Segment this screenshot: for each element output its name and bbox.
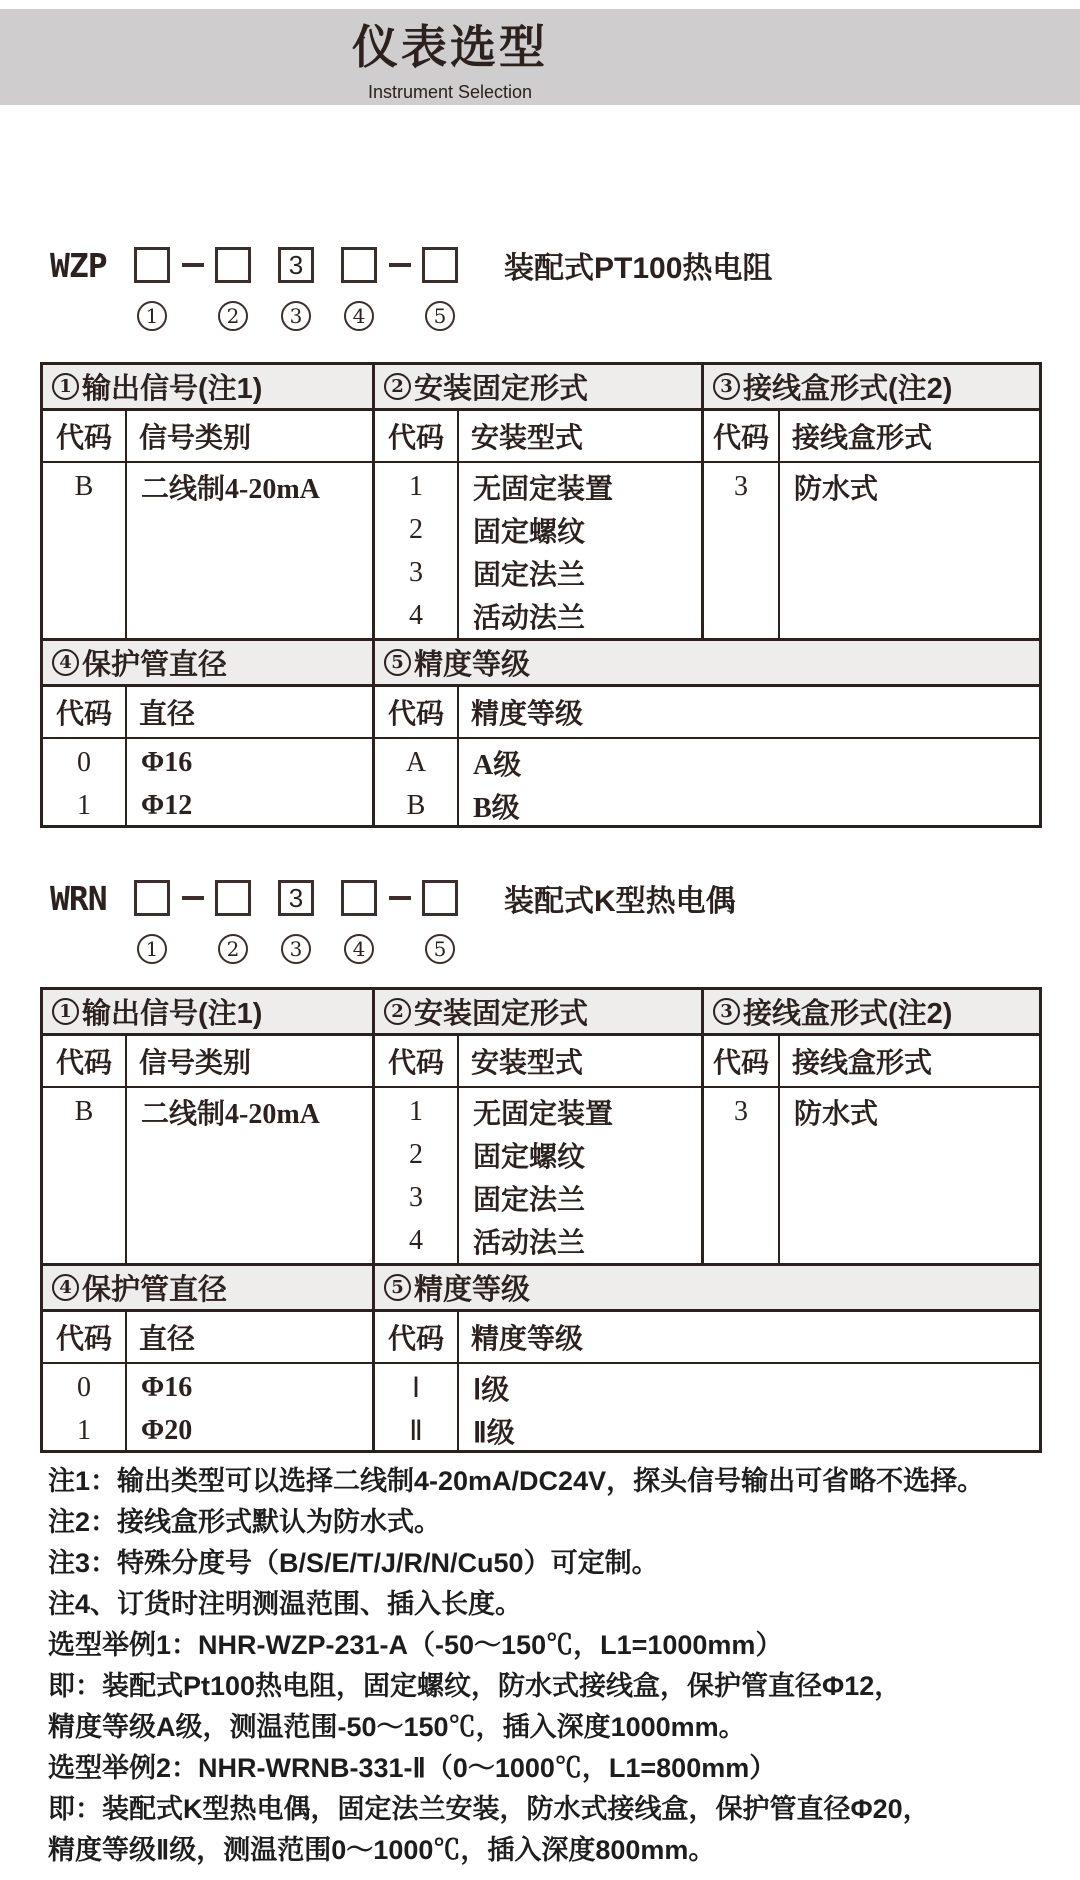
section-title: 输出信号(注1) xyxy=(82,998,263,1030)
section-title: 精度等级 xyxy=(414,1274,531,1306)
code-cell xyxy=(43,1364,127,1450)
section-title: 精度等级 xyxy=(414,649,531,681)
code-value: 1 xyxy=(77,789,91,821)
model-prefix: WZP xyxy=(50,245,107,285)
example-1-title: 选型举例1：NHR-WZP-231-A（-50～150℃，L1=1000mm） xyxy=(48,1630,783,1660)
code-column-header: 代码 xyxy=(375,1036,459,1088)
value-text: 无固定装置 xyxy=(473,1098,614,1130)
model-code-box-4 xyxy=(341,247,377,283)
value-cell xyxy=(459,463,704,641)
code-column-header: 代码 xyxy=(43,1312,127,1364)
code-column-header: 代码 xyxy=(375,687,459,739)
model-code-box-2 xyxy=(215,880,251,916)
section-title: 保护管直径 xyxy=(82,1274,228,1306)
circled-2-icon: 2 xyxy=(384,373,411,400)
code-cell xyxy=(704,463,780,641)
value-cell xyxy=(127,739,375,825)
note-4: 注4、订货时注明测温范围、插入长度。 xyxy=(48,1589,523,1619)
section-header-junction-box xyxy=(704,990,1039,1036)
code-value: Ⅰ xyxy=(411,1372,421,1404)
diameter-column-header: 直径 xyxy=(127,1312,375,1364)
value-text: 无固定装置 xyxy=(473,473,614,505)
circled-3-icon: 3 xyxy=(713,998,740,1025)
code-value: 1 xyxy=(409,470,423,502)
code-value: 3 xyxy=(734,1095,748,1127)
model-code-box-3: 3 xyxy=(278,880,314,916)
example-1-detail-2: 精度等级A级，测温范围-50～150℃，插入深度1000mm。 xyxy=(48,1712,746,1742)
circled-4-icon: 4 xyxy=(52,1274,79,1301)
value-cell xyxy=(127,1364,375,1450)
code-value: B xyxy=(74,1095,94,1127)
section-header-mounting xyxy=(375,365,704,411)
circled-3-icon: 3 xyxy=(713,373,740,400)
code-column-header: 代码 xyxy=(43,687,127,739)
value-text: 二线制4-20mA xyxy=(141,1098,320,1130)
wrn-model-block xyxy=(50,876,1080,965)
model-description: 装配式PT100热电阻 xyxy=(504,252,773,285)
junction-box-column-header: 接线盒形式 xyxy=(780,411,1039,463)
value-text: 活动法兰 xyxy=(473,1227,586,1259)
code-column-header: 代码 xyxy=(375,411,459,463)
model-code-box-3: 3 xyxy=(278,247,314,283)
circled-5-icon: 5 xyxy=(384,1274,411,1301)
value-text: 活动法兰 xyxy=(473,602,586,634)
code-cell xyxy=(375,1364,459,1450)
section-header-output-signal xyxy=(43,990,375,1036)
dash-separator xyxy=(377,896,422,900)
mount-type-column-header: 安装型式 xyxy=(459,411,704,463)
value-text: Φ16 xyxy=(141,746,193,778)
value-text: B级 xyxy=(473,792,520,824)
code-value: A xyxy=(405,746,427,778)
code-cell xyxy=(375,739,459,825)
circled-number-icon: 1 xyxy=(137,934,167,964)
code-cell xyxy=(43,463,127,641)
value-text: 固定法兰 xyxy=(473,1184,586,1216)
circled-1-icon: 1 xyxy=(52,373,79,400)
value-text: 固定螺纹 xyxy=(473,516,586,548)
banner-inner xyxy=(0,11,900,103)
model-code-box-1 xyxy=(134,880,170,916)
section-title: 接线盒形式(注2) xyxy=(743,998,953,1030)
code-value: 0 xyxy=(77,1371,91,1403)
notes-section xyxy=(48,1461,1080,1871)
wzp-selection-table xyxy=(40,362,1042,828)
dash-separator xyxy=(170,263,215,267)
dash-separator xyxy=(377,263,422,267)
section-header-junction-box xyxy=(704,365,1039,411)
wzp-position-markers xyxy=(50,300,1080,332)
code-value: B xyxy=(406,789,426,821)
value-cell xyxy=(780,1088,1039,1266)
note-2: 注2：接线盒形式默认为防水式。 xyxy=(48,1507,442,1537)
circled-number-icon: 5 xyxy=(425,301,455,331)
code-value: 3 xyxy=(734,470,748,502)
code-value: B xyxy=(74,470,94,502)
value-cell xyxy=(780,463,1039,641)
value-text: A级 xyxy=(473,749,522,781)
circled-1-icon: 1 xyxy=(52,998,79,1025)
circled-2-icon: 2 xyxy=(384,998,411,1025)
circled-number-icon: 4 xyxy=(344,301,374,331)
section-header-mounting xyxy=(375,990,704,1036)
example-1-detail: 即：装配式Pt100热电阻，固定螺纹，防水式接线盒，保护管直径Φ12， xyxy=(48,1671,902,1701)
code-column-header: 代码 xyxy=(43,1036,127,1088)
value-text: 防水式 xyxy=(794,473,879,505)
value-cell xyxy=(459,739,1039,825)
code-column-header: 代码 xyxy=(375,1312,459,1364)
model-description: 装配式K型热电偶 xyxy=(504,885,736,918)
note-3: 注3：特殊分度号（B/S/E/T/J/R/N/Cu50）可定制。 xyxy=(48,1548,659,1578)
code-value: 3 xyxy=(409,1181,423,1213)
circled-number-icon: 3 xyxy=(281,301,311,331)
wrn-selection-table xyxy=(40,987,1042,1453)
code-cell xyxy=(375,1088,459,1266)
code-value: 4 xyxy=(409,1224,423,1256)
wrn-position-markers xyxy=(50,933,1080,965)
code-value: 3 xyxy=(409,556,423,588)
dash-separator xyxy=(170,896,215,900)
value-text: Φ16 xyxy=(141,1371,193,1403)
code-cell xyxy=(704,1088,780,1266)
circled-number-icon: 2 xyxy=(218,934,248,964)
model-code-box-4 xyxy=(341,880,377,916)
section-header-accuracy xyxy=(375,1266,1039,1312)
value-text: 固定螺纹 xyxy=(473,1141,586,1173)
code-value: 1 xyxy=(409,1095,423,1127)
code-value: 2 xyxy=(409,513,423,545)
accuracy-column-header: 精度等级 xyxy=(459,687,1039,739)
accuracy-column-header: 精度等级 xyxy=(459,1312,1039,1364)
example-2-detail-2: 精度等级Ⅱ级，测温范围0～1000℃，插入深度800mm。 xyxy=(48,1835,716,1865)
section-title: 保护管直径 xyxy=(82,649,228,681)
note-1: 注1：输出类型可以选择二线制4-20mA/DC24V，探头信号输出可省略不选择。 xyxy=(48,1466,985,1496)
code-cell xyxy=(375,463,459,641)
code-column-header: 代码 xyxy=(704,1036,780,1088)
code-value: 2 xyxy=(409,1138,423,1170)
circled-number-icon: 5 xyxy=(425,934,455,964)
wzp-model-block xyxy=(50,243,1080,332)
diameter-column-header: 直径 xyxy=(127,687,375,739)
section-header-output-signal xyxy=(43,365,375,411)
page-title: 仪表选型 xyxy=(352,21,548,73)
model-code-box-2 xyxy=(215,247,251,283)
section-header-accuracy xyxy=(375,641,1039,687)
value-text: Φ12 xyxy=(141,789,193,821)
model-code-box-5 xyxy=(422,247,458,283)
code-column-header: 代码 xyxy=(43,411,127,463)
circled-5-icon: 5 xyxy=(384,649,411,676)
code-value: Ⅱ xyxy=(409,1415,423,1447)
value-cell xyxy=(127,1088,375,1266)
junction-box-column-header: 接线盒形式 xyxy=(780,1036,1039,1088)
example-2-detail: 即：装配式K型热电偶，固定法兰安装，防水式接线盒，保护管直径Φ20， xyxy=(48,1794,930,1824)
wrn-model-code-row xyxy=(50,876,1080,920)
section-title: 输出信号(注1) xyxy=(82,373,263,405)
circled-number-icon: 2 xyxy=(218,301,248,331)
model-code-box-5 xyxy=(422,880,458,916)
value-text: Ⅰ级 xyxy=(473,1374,510,1406)
signal-type-column-header: 信号类别 xyxy=(127,1036,375,1088)
mount-type-column-header: 安装型式 xyxy=(459,1036,704,1088)
value-text: 固定法兰 xyxy=(473,559,586,591)
model-prefix: WRN xyxy=(50,878,107,918)
circled-number-icon: 3 xyxy=(281,934,311,964)
model-code-box-1 xyxy=(134,247,170,283)
section-title: 安装固定形式 xyxy=(414,998,589,1030)
code-value: 4 xyxy=(409,599,423,631)
code-value: 1 xyxy=(77,1414,91,1446)
value-text: 防水式 xyxy=(794,1098,879,1130)
signal-type-column-header: 信号类别 xyxy=(127,411,375,463)
circled-4-icon: 4 xyxy=(52,649,79,676)
value-cell xyxy=(459,1364,1039,1450)
code-cell xyxy=(43,1088,127,1266)
section-header-tube-diameter xyxy=(43,641,375,687)
section-header-tube-diameter xyxy=(43,1266,375,1312)
code-cell xyxy=(43,739,127,825)
code-column-header: 代码 xyxy=(704,411,780,463)
example-2-title: 选型举例2：NHR-WRNB-331-Ⅱ（0～1000℃，L1=800mm） xyxy=(48,1753,777,1783)
value-cell xyxy=(459,1088,704,1266)
wzp-model-code-row xyxy=(50,243,1080,287)
value-text: 二线制4-20mA xyxy=(141,473,320,505)
section-title: 接线盒形式(注2) xyxy=(743,373,953,405)
code-value: 0 xyxy=(77,746,91,778)
section-title: 安装固定形式 xyxy=(414,373,589,405)
value-text: Φ20 xyxy=(141,1414,193,1446)
value-text: Ⅱ级 xyxy=(473,1417,515,1449)
page-subtitle: Instrument Selection xyxy=(367,82,533,102)
circled-number-icon: 1 xyxy=(137,301,167,331)
circled-number-icon: 4 xyxy=(344,934,374,964)
value-cell xyxy=(127,463,375,641)
page-banner xyxy=(0,9,1080,105)
